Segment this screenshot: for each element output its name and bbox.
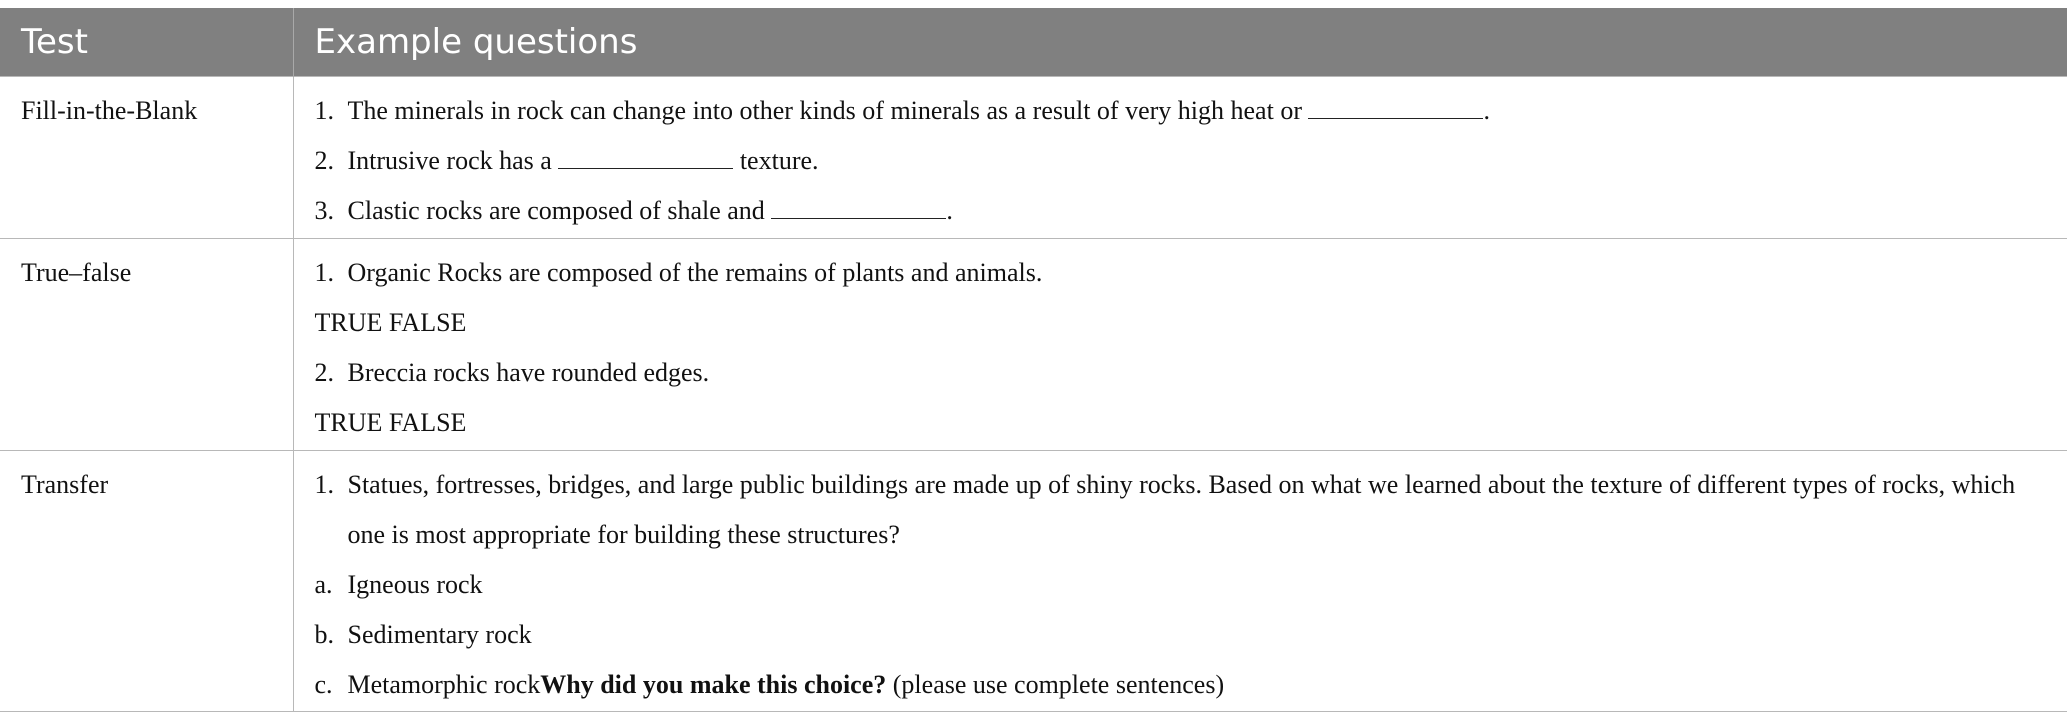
table-row xyxy=(0,451,2067,712)
answer-blank xyxy=(1308,96,1483,119)
answer-blank xyxy=(771,196,946,219)
question-number: 2. xyxy=(314,146,334,175)
question-number: 3. xyxy=(314,196,334,225)
questions-table xyxy=(0,8,2067,712)
answer-option xyxy=(315,560,2048,610)
question-text: Statues, fortresses, bridges, and large public buildings are made up of shiny rocks. Based on what we learned about the texture of different types of rocks, which one is most appropriate for building these structures? xyxy=(347,470,2016,549)
question-text: Organic Rocks are composed of the remains of plants and animals. xyxy=(347,258,1043,287)
table-row xyxy=(0,77,2067,239)
question-line xyxy=(315,86,2048,136)
option-text: Sedimentary rock xyxy=(347,620,532,649)
option-letter: c. xyxy=(314,670,333,699)
question-line xyxy=(315,460,2048,560)
test-type-label: Fill-in-the-Blank xyxy=(21,96,198,125)
test-type-label: True–false xyxy=(21,258,132,287)
test-type-cell xyxy=(0,451,293,712)
table-row xyxy=(0,239,2067,451)
answer-option xyxy=(315,610,2048,660)
question-text: Clastic rocks are composed of shale and xyxy=(347,196,772,225)
question-text: Intrusive rock has a xyxy=(347,146,559,175)
question-text-end: . xyxy=(946,196,953,225)
test-type-label: Transfer xyxy=(21,470,109,499)
header-example-questions: Example questions xyxy=(293,8,2067,77)
question-number: 1. xyxy=(314,96,334,125)
answer-blank xyxy=(558,146,733,169)
test-type-cell xyxy=(0,239,293,451)
true-false-options: TRUE FALSE xyxy=(314,308,467,337)
question-line xyxy=(315,348,2048,398)
questions-cell xyxy=(293,239,2067,451)
question-text-end: . xyxy=(1483,96,1490,125)
answer-option xyxy=(315,660,2048,710)
follow-up-prompt: Why did you make this choice? xyxy=(540,670,887,699)
option-text: Igneous rock xyxy=(347,570,483,599)
header-row xyxy=(0,8,2067,77)
header-test: Test xyxy=(0,8,293,77)
option-text: Metamorphic rock xyxy=(347,670,541,699)
question-text-end: texture. xyxy=(733,146,819,175)
questions-cell xyxy=(293,77,2067,239)
test-type-cell xyxy=(0,77,293,239)
question-line xyxy=(315,248,2048,298)
option-letter: a. xyxy=(314,570,333,599)
question-line xyxy=(315,136,2048,186)
question-text: The minerals in rock can change into other kinds of minerals as a result of very high heat or xyxy=(347,96,1309,125)
questions-cell xyxy=(293,451,2067,712)
question-number: 1. xyxy=(314,258,334,287)
true-false-options: TRUE FALSE xyxy=(314,408,467,437)
question-line xyxy=(315,186,2048,236)
option-letter: b. xyxy=(314,620,334,649)
follow-up-instruction: (please use complete sentences) xyxy=(886,670,1225,699)
question-number: 1. xyxy=(314,470,334,499)
question-text: Breccia rocks have rounded edges. xyxy=(347,358,710,387)
question-number: 2. xyxy=(314,358,334,387)
